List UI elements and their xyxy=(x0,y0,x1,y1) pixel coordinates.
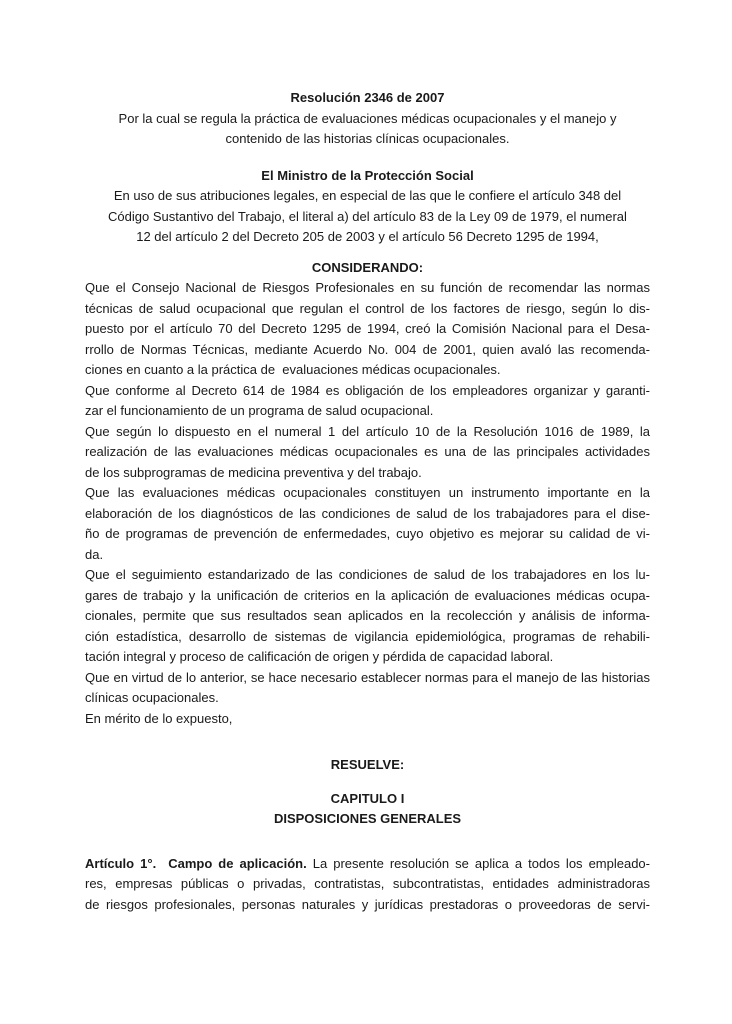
text-line: gares de trabajo y la unificación de criterios en la aplicación de evaluaciones médicas ocupa- xyxy=(85,587,650,603)
text-line: ción estadística, desarrollo de sistemas de vigilancia epidemiológica, programas de rehabili- xyxy=(85,628,650,644)
articulo-1-paragraph xyxy=(85,854,650,916)
text-line: Que el seguimiento estandarizado de las condiciones de salud de los trabajadores en los lu- xyxy=(85,567,650,582)
considerando-heading: CONSIDERANDO: xyxy=(311,259,424,275)
text-line: puesto por el artículo 70 del Decreto 1295 de 1994, creó la Comisión Nacional para el Desa- xyxy=(85,321,650,336)
text-line: zar el funcionamiento de un programa de salud ocupacional. xyxy=(85,403,434,418)
vertical-spacer xyxy=(85,729,650,755)
text-line: cionales, permite que sus resultados sean aplicados en la recolección y análisis de informa- xyxy=(85,608,650,623)
text-line: de los subprogramas de medicina preventiva y del trabajo. xyxy=(85,464,422,480)
text-line: contenido de las historias clínicas ocupacionales. xyxy=(225,131,510,146)
text-line: técnicas de salud ocupacional que regulan el control de los factores de riesgo, según lo dis- xyxy=(85,300,650,316)
vertical-spacer xyxy=(85,830,650,854)
text-line: Por la cual se regula la práctica de evaluaciones médicas ocupacionales y el manejo y xyxy=(118,110,617,126)
doc-subtitle xyxy=(85,109,650,150)
bold-run: Artículo 1°. Campo de aplicación. xyxy=(85,855,307,871)
text-line: realización de las evaluaciones médicas ocupacionales es una de las principales actividades xyxy=(85,444,650,459)
text-line: da. xyxy=(85,546,104,562)
text-line: Que en virtud de lo anterior, se hace necesario establecer normas para el manejo de las historias xyxy=(85,669,650,685)
considerando-paragraph-4 xyxy=(85,483,650,565)
text-line: tación integral y proceso de calificación de origen y pérdida de capacidad laboral. xyxy=(85,649,554,664)
text-line: ciones en cuanto a la práctica de evaluaciones médicas ocupacionales. xyxy=(85,362,501,377)
text-line: 12 del artículo 2 del Decreto 205 de 2003 y el artículo 56 Decreto 1295 de 1994, xyxy=(136,229,599,244)
text-line: Que según lo dispuesto en el numeral 1 del artículo 10 de la Resolución 1016 de 1989, la xyxy=(85,423,650,439)
vertical-spacer xyxy=(85,248,650,258)
text-line: ño de programas de prevención de enfermedades, cuyo objetivo es mejorar su calidad de vi- xyxy=(85,526,650,541)
text-run: La presente resolución se aplica a todos los empleado- xyxy=(306,855,650,871)
text-line: En uso de sus atribuciones legales, en especial de las que le confiere el artículo 348 del xyxy=(113,188,622,203)
text-line: rrollo de Normas Técnicas, mediante Acuerdo No. 004 de 2001, quien avaló las recomenda- xyxy=(85,341,650,357)
text-line: clínicas ocupacionales. xyxy=(85,690,219,705)
text-line: Que las evaluaciones médicas ocupacionales constituyen un instrumento importante en la xyxy=(85,485,650,500)
vertical-spacer xyxy=(85,150,650,166)
considerando-paragraph-3 xyxy=(85,422,650,484)
doc-title: Resolución 2346 de 2007 xyxy=(290,90,445,105)
text-line: Que el Consejo Nacional de Riesgos Profesionales en su función de recomendar las normas xyxy=(85,280,650,295)
considerando-paragraph-6 xyxy=(85,668,650,709)
chapter-heading: CAPITULO I xyxy=(330,790,405,806)
text-line: Código Sustantivo del Trabajo, el literal a) del artículo 83 de la Ley 09 de 1979, el numeral xyxy=(108,208,627,224)
text-line: elaboración de los diagnósticos de las condiciones de salud de los trabajadores para el dise- xyxy=(85,505,650,521)
merito-line xyxy=(85,709,650,730)
text-line: Que conforme al Decreto 614 de 1984 es obligación de los empleadores organizar y garanti- xyxy=(85,382,650,398)
considerando-paragraph-2 xyxy=(85,381,650,422)
considerando-paragraph-5 xyxy=(85,565,650,668)
text-line: En mérito de lo expuesto, xyxy=(85,710,233,726)
chapter-subheading: DISPOSICIONES GENERALES xyxy=(273,811,462,826)
text-line: de riesgos profesionales, personas naturales y jurídicas prestadoras o proveedoras de servi- xyxy=(85,896,650,912)
minister-heading: El Ministro de la Protección Social xyxy=(261,167,474,183)
vertical-spacer xyxy=(85,776,650,789)
attributions-paragraph xyxy=(85,186,650,248)
considerando-paragraph-1 xyxy=(85,278,650,381)
text-line: res, empresas públicas o privadas, contratistas, subcontratistas, entidades administradoras xyxy=(85,876,650,891)
text-line xyxy=(85,854,650,875)
resuelve-heading: RESUELVE: xyxy=(330,757,405,772)
